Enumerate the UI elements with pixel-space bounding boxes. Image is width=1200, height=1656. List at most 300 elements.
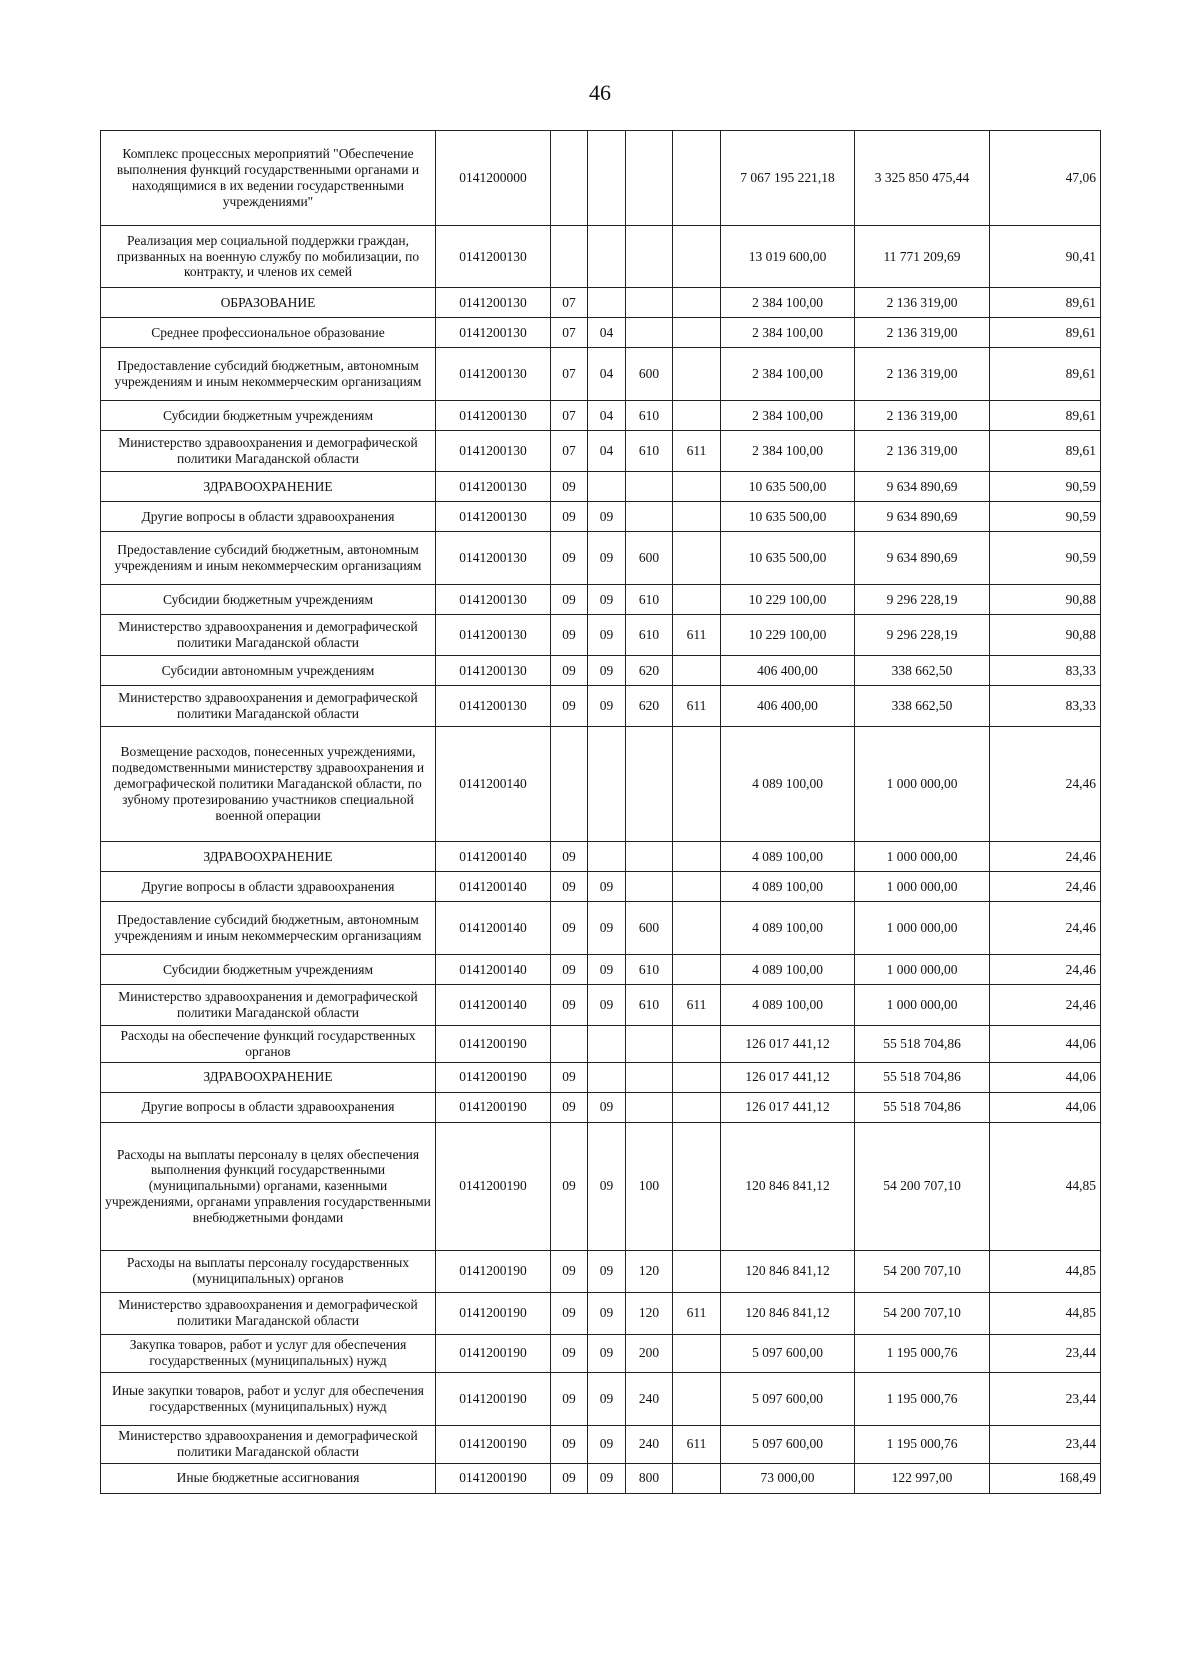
executed-amount: 1 000 000,00 bbox=[855, 727, 990, 842]
administrator-code bbox=[673, 131, 721, 226]
execution-percent: 44,06 bbox=[990, 1026, 1101, 1063]
row-name: Субсидии бюджетным учреждениям bbox=[101, 955, 436, 985]
administrator-code bbox=[673, 872, 721, 902]
executed-amount: 9 296 228,19 bbox=[855, 585, 990, 615]
planned-amount: 10 635 500,00 bbox=[721, 472, 855, 502]
section-code bbox=[551, 727, 588, 842]
subsection-code: 04 bbox=[588, 401, 626, 431]
planned-amount: 126 017 441,12 bbox=[721, 1092, 855, 1122]
administrator-code bbox=[673, 1250, 721, 1292]
executed-amount: 11 771 209,69 bbox=[855, 226, 990, 288]
section-code: 09 bbox=[551, 656, 588, 686]
administrator-code bbox=[673, 585, 721, 615]
planned-amount: 7 067 195 221,18 bbox=[721, 131, 855, 226]
execution-percent: 89,61 bbox=[990, 318, 1101, 348]
planned-amount: 10 635 500,00 bbox=[721, 532, 855, 585]
executed-amount: 338 662,50 bbox=[855, 656, 990, 686]
row-name: Предоставление субсидий бюджетным, автономным учреждениям и иным некоммерческим организациям bbox=[101, 902, 436, 955]
target-code: 0141200140 bbox=[436, 842, 551, 872]
section-code: 09 bbox=[551, 1463, 588, 1493]
subsection-code: 09 bbox=[588, 902, 626, 955]
execution-percent: 44,85 bbox=[990, 1122, 1101, 1250]
table-row bbox=[101, 872, 1101, 902]
executed-amount: 2 136 319,00 bbox=[855, 348, 990, 401]
section-code: 09 bbox=[551, 502, 588, 532]
row-name: Министерство здравоохранения и демографической политики Магаданской области bbox=[101, 431, 436, 472]
section-code: 09 bbox=[551, 1092, 588, 1122]
target-code: 0141200130 bbox=[436, 532, 551, 585]
execution-percent: 24,46 bbox=[990, 842, 1101, 872]
section-code: 07 bbox=[551, 288, 588, 318]
subsection-code: 09 bbox=[588, 1425, 626, 1463]
planned-amount: 4 089 100,00 bbox=[721, 727, 855, 842]
subsection-code bbox=[588, 288, 626, 318]
row-name: Субсидии автономным учреждениям bbox=[101, 656, 436, 686]
expense-type-code: 120 bbox=[626, 1292, 673, 1334]
target-code: 0141200130 bbox=[436, 615, 551, 656]
row-name: Предоставление субсидий бюджетным, автономным учреждениям и иным некоммерческим организациям bbox=[101, 348, 436, 401]
executed-amount: 3 325 850 475,44 bbox=[855, 131, 990, 226]
expense-type-code bbox=[626, 472, 673, 502]
section-code: 09 bbox=[551, 1372, 588, 1425]
row-name: Возмещение расходов, понесенных учреждениями, подведомственными министерству здравоохранения и демографической политики Магаданской области, по зубному протезированию участников специальной военной операции bbox=[101, 727, 436, 842]
expense-type-code: 620 bbox=[626, 686, 673, 727]
row-name: Министерство здравоохранения и демографической политики Магаданской области bbox=[101, 686, 436, 727]
planned-amount: 126 017 441,12 bbox=[721, 1026, 855, 1063]
planned-amount: 2 384 100,00 bbox=[721, 401, 855, 431]
section-code: 09 bbox=[551, 842, 588, 872]
planned-amount: 5 097 600,00 bbox=[721, 1425, 855, 1463]
subsection-code: 09 bbox=[588, 532, 626, 585]
row-name: Другие вопросы в области здравоохранения bbox=[101, 1092, 436, 1122]
execution-percent: 44,85 bbox=[990, 1292, 1101, 1334]
expense-type-code: 610 bbox=[626, 985, 673, 1026]
section-code: 09 bbox=[551, 615, 588, 656]
execution-percent: 23,44 bbox=[990, 1425, 1101, 1463]
section-code: 09 bbox=[551, 585, 588, 615]
executed-amount: 1 000 000,00 bbox=[855, 955, 990, 985]
table-row bbox=[101, 401, 1101, 431]
section-code: 09 bbox=[551, 1122, 588, 1250]
administrator-code: 611 bbox=[673, 1425, 721, 1463]
expense-type-code bbox=[626, 288, 673, 318]
administrator-code bbox=[673, 656, 721, 686]
row-name: Министерство здравоохранения и демографической политики Магаданской области bbox=[101, 1292, 436, 1334]
row-name: Расходы на выплаты персоналу государственных (муниципальных) органов bbox=[101, 1250, 436, 1292]
planned-amount: 406 400,00 bbox=[721, 656, 855, 686]
expense-type-code: 610 bbox=[626, 401, 673, 431]
administrator-code bbox=[673, 902, 721, 955]
administrator-code bbox=[673, 1062, 721, 1092]
table-row bbox=[101, 1425, 1101, 1463]
row-name: ОБРАЗОВАНИЕ bbox=[101, 288, 436, 318]
expense-type-code bbox=[626, 131, 673, 226]
expense-type-code: 600 bbox=[626, 902, 673, 955]
table-row bbox=[101, 985, 1101, 1026]
target-code: 0141200190 bbox=[436, 1292, 551, 1334]
administrator-code bbox=[673, 1463, 721, 1493]
execution-percent: 23,44 bbox=[990, 1334, 1101, 1372]
execution-percent: 89,61 bbox=[990, 288, 1101, 318]
administrator-code bbox=[673, 1122, 721, 1250]
expense-type-code: 240 bbox=[626, 1425, 673, 1463]
administrator-code bbox=[673, 727, 721, 842]
execution-percent: 44,06 bbox=[990, 1092, 1101, 1122]
executed-amount: 55 518 704,86 bbox=[855, 1026, 990, 1063]
executed-amount: 1 000 000,00 bbox=[855, 842, 990, 872]
executed-amount: 9 634 890,69 bbox=[855, 532, 990, 585]
execution-percent: 83,33 bbox=[990, 686, 1101, 727]
table-row bbox=[101, 955, 1101, 985]
administrator-code bbox=[673, 318, 721, 348]
table-row bbox=[101, 131, 1101, 226]
subsection-code bbox=[588, 1062, 626, 1092]
table-row bbox=[101, 1292, 1101, 1334]
table-row bbox=[101, 502, 1101, 532]
administrator-code bbox=[673, 955, 721, 985]
subsection-code: 04 bbox=[588, 348, 626, 401]
administrator-code bbox=[673, 472, 721, 502]
execution-percent: 83,33 bbox=[990, 656, 1101, 686]
executed-amount: 1 195 000,76 bbox=[855, 1372, 990, 1425]
row-name: Министерство здравоохранения и демографической политики Магаданской области bbox=[101, 1425, 436, 1463]
expense-type-code: 610 bbox=[626, 431, 673, 472]
executed-amount: 2 136 319,00 bbox=[855, 431, 990, 472]
section-code bbox=[551, 226, 588, 288]
administrator-code bbox=[673, 1334, 721, 1372]
subsection-code: 09 bbox=[588, 656, 626, 686]
section-code: 09 bbox=[551, 532, 588, 585]
subsection-code bbox=[588, 727, 626, 842]
table-row bbox=[101, 1250, 1101, 1292]
executed-amount: 1 000 000,00 bbox=[855, 985, 990, 1026]
executed-amount: 122 997,00 bbox=[855, 1463, 990, 1493]
administrator-code bbox=[673, 502, 721, 532]
section-code: 09 bbox=[551, 985, 588, 1026]
row-name: Реализация мер социальной поддержки граждан, призванных на военную службу по мобилизации, по контракту, и членов их семей bbox=[101, 226, 436, 288]
planned-amount: 73 000,00 bbox=[721, 1463, 855, 1493]
execution-percent: 90,88 bbox=[990, 585, 1101, 615]
row-name: Министерство здравоохранения и демографической политики Магаданской области bbox=[101, 615, 436, 656]
row-name: Другие вопросы в области здравоохранения bbox=[101, 872, 436, 902]
subsection-code: 09 bbox=[588, 502, 626, 532]
executed-amount: 2 136 319,00 bbox=[855, 401, 990, 431]
table-body bbox=[101, 131, 1101, 1494]
row-name: ЗДРАВООХРАНЕНИЕ bbox=[101, 842, 436, 872]
table-row bbox=[101, 431, 1101, 472]
target-code: 0141200130 bbox=[436, 318, 551, 348]
execution-percent: 168,49 bbox=[990, 1463, 1101, 1493]
subsection-code: 09 bbox=[588, 686, 626, 727]
administrator-code bbox=[673, 401, 721, 431]
executed-amount: 2 136 319,00 bbox=[855, 318, 990, 348]
table-row bbox=[101, 226, 1101, 288]
administrator-code bbox=[673, 532, 721, 585]
expense-type-code bbox=[626, 318, 673, 348]
expense-type-code: 600 bbox=[626, 348, 673, 401]
target-code: 0141200130 bbox=[436, 226, 551, 288]
target-code: 0141200190 bbox=[436, 1425, 551, 1463]
section-code: 09 bbox=[551, 902, 588, 955]
subsection-code: 09 bbox=[588, 872, 626, 902]
subsection-code bbox=[588, 131, 626, 226]
execution-percent: 89,61 bbox=[990, 348, 1101, 401]
table-row bbox=[101, 1092, 1101, 1122]
expense-type-code: 610 bbox=[626, 955, 673, 985]
expense-type-code bbox=[626, 502, 673, 532]
section-code bbox=[551, 1026, 588, 1063]
section-code bbox=[551, 131, 588, 226]
executed-amount: 54 200 707,10 bbox=[855, 1122, 990, 1250]
table-row bbox=[101, 686, 1101, 727]
administrator-code: 611 bbox=[673, 985, 721, 1026]
expense-type-code bbox=[626, 1092, 673, 1122]
table-row bbox=[101, 727, 1101, 842]
expense-type-code: 800 bbox=[626, 1463, 673, 1493]
expense-type-code bbox=[626, 842, 673, 872]
planned-amount: 4 089 100,00 bbox=[721, 902, 855, 955]
target-code: 0141200190 bbox=[436, 1062, 551, 1092]
expense-type-code: 610 bbox=[626, 585, 673, 615]
target-code: 0141200190 bbox=[436, 1092, 551, 1122]
executed-amount: 1 000 000,00 bbox=[855, 872, 990, 902]
subsection-code: 09 bbox=[588, 985, 626, 1026]
table-row bbox=[101, 1122, 1101, 1250]
execution-percent: 90,59 bbox=[990, 472, 1101, 502]
subsection-code: 09 bbox=[588, 1092, 626, 1122]
administrator-code: 611 bbox=[673, 431, 721, 472]
planned-amount: 5 097 600,00 bbox=[721, 1372, 855, 1425]
administrator-code bbox=[673, 226, 721, 288]
administrator-code bbox=[673, 288, 721, 318]
planned-amount: 10 635 500,00 bbox=[721, 502, 855, 532]
row-name: Иные закупки товаров, работ и услуг для обеспечения государственных (муниципальных) нужд bbox=[101, 1372, 436, 1425]
target-code: 0141200190 bbox=[436, 1334, 551, 1372]
planned-amount: 13 019 600,00 bbox=[721, 226, 855, 288]
target-code: 0141200190 bbox=[436, 1122, 551, 1250]
section-code: 09 bbox=[551, 955, 588, 985]
execution-percent: 90,41 bbox=[990, 226, 1101, 288]
executed-amount: 1 000 000,00 bbox=[855, 902, 990, 955]
expense-type-code: 100 bbox=[626, 1122, 673, 1250]
executed-amount: 1 195 000,76 bbox=[855, 1334, 990, 1372]
executed-amount: 1 195 000,76 bbox=[855, 1425, 990, 1463]
subsection-code: 04 bbox=[588, 318, 626, 348]
table-row bbox=[101, 1372, 1101, 1425]
planned-amount: 406 400,00 bbox=[721, 686, 855, 727]
target-code: 0141200190 bbox=[436, 1463, 551, 1493]
target-code: 0141200130 bbox=[436, 348, 551, 401]
executed-amount: 9 634 890,69 bbox=[855, 472, 990, 502]
table-row bbox=[101, 1334, 1101, 1372]
target-code: 0141200190 bbox=[436, 1250, 551, 1292]
execution-percent: 44,85 bbox=[990, 1250, 1101, 1292]
administrator-code bbox=[673, 1092, 721, 1122]
expense-type-code: 200 bbox=[626, 1334, 673, 1372]
row-name: Иные бюджетные ассигнования bbox=[101, 1463, 436, 1493]
execution-percent: 47,06 bbox=[990, 131, 1101, 226]
planned-amount: 120 846 841,12 bbox=[721, 1292, 855, 1334]
target-code: 0141200140 bbox=[436, 955, 551, 985]
target-code: 0141200130 bbox=[436, 686, 551, 727]
planned-amount: 120 846 841,12 bbox=[721, 1250, 855, 1292]
expense-type-code: 600 bbox=[626, 532, 673, 585]
row-name: Среднее профессиональное образование bbox=[101, 318, 436, 348]
planned-amount: 5 097 600,00 bbox=[721, 1334, 855, 1372]
administrator-code: 611 bbox=[673, 686, 721, 727]
target-code: 0141200130 bbox=[436, 502, 551, 532]
section-code: 09 bbox=[551, 1334, 588, 1372]
section-code: 09 bbox=[551, 686, 588, 727]
expense-type-code bbox=[626, 872, 673, 902]
administrator-code bbox=[673, 842, 721, 872]
subsection-code: 09 bbox=[588, 615, 626, 656]
execution-percent: 89,61 bbox=[990, 401, 1101, 431]
table-row bbox=[101, 1062, 1101, 1092]
expense-type-code bbox=[626, 1062, 673, 1092]
row-name: Комплекс процессных мероприятий "Обеспечение выполнения функций государственными органами и находящимися в их ведении государственными учреждениями" bbox=[101, 131, 436, 226]
expense-type-code bbox=[626, 1026, 673, 1063]
execution-percent: 89,61 bbox=[990, 431, 1101, 472]
planned-amount: 2 384 100,00 bbox=[721, 288, 855, 318]
execution-percent: 90,88 bbox=[990, 615, 1101, 656]
section-code: 07 bbox=[551, 431, 588, 472]
target-code: 0141200190 bbox=[436, 1372, 551, 1425]
row-name: Закупка товаров, работ и услуг для обеспечения государственных (муниципальных) нужд bbox=[101, 1334, 436, 1372]
table-row bbox=[101, 532, 1101, 585]
row-name: Министерство здравоохранения и демографической политики Магаданской области bbox=[101, 985, 436, 1026]
executed-amount: 9 634 890,69 bbox=[855, 502, 990, 532]
table-row bbox=[101, 615, 1101, 656]
execution-percent: 44,06 bbox=[990, 1062, 1101, 1092]
planned-amount: 4 089 100,00 bbox=[721, 985, 855, 1026]
target-code: 0141200130 bbox=[436, 656, 551, 686]
execution-percent: 24,46 bbox=[990, 872, 1101, 902]
planned-amount: 120 846 841,12 bbox=[721, 1122, 855, 1250]
execution-percent: 24,46 bbox=[990, 955, 1101, 985]
row-name: Субсидии бюджетным учреждениям bbox=[101, 585, 436, 615]
execution-percent: 90,59 bbox=[990, 502, 1101, 532]
administrator-code bbox=[673, 1372, 721, 1425]
table-row bbox=[101, 902, 1101, 955]
executed-amount: 338 662,50 bbox=[855, 686, 990, 727]
section-code: 09 bbox=[551, 1425, 588, 1463]
planned-amount: 10 229 100,00 bbox=[721, 615, 855, 656]
section-code: 09 bbox=[551, 472, 588, 502]
subsection-code bbox=[588, 842, 626, 872]
page-number: 46 bbox=[589, 80, 611, 105]
subsection-code: 09 bbox=[588, 1463, 626, 1493]
section-code: 07 bbox=[551, 401, 588, 431]
target-code: 0141200130 bbox=[436, 585, 551, 615]
executed-amount: 2 136 319,00 bbox=[855, 288, 990, 318]
planned-amount: 2 384 100,00 bbox=[721, 431, 855, 472]
expense-type-code bbox=[626, 226, 673, 288]
administrator-code: 611 bbox=[673, 615, 721, 656]
target-code: 0141200140 bbox=[436, 727, 551, 842]
subsection-code bbox=[588, 472, 626, 502]
table-row bbox=[101, 1463, 1101, 1493]
subsection-code bbox=[588, 226, 626, 288]
planned-amount: 2 384 100,00 bbox=[721, 348, 855, 401]
execution-percent: 24,46 bbox=[990, 902, 1101, 955]
table-row bbox=[101, 585, 1101, 615]
target-code: 0141200130 bbox=[436, 472, 551, 502]
row-name: ЗДРАВООХРАНЕНИЕ bbox=[101, 1062, 436, 1092]
table-row bbox=[101, 348, 1101, 401]
table-row bbox=[101, 472, 1101, 502]
expense-type-code: 620 bbox=[626, 656, 673, 686]
expense-type-code: 120 bbox=[626, 1250, 673, 1292]
section-code: 07 bbox=[551, 348, 588, 401]
target-code: 0141200000 bbox=[436, 131, 551, 226]
executed-amount: 9 296 228,19 bbox=[855, 615, 990, 656]
subsection-code: 09 bbox=[588, 1122, 626, 1250]
subsection-code: 09 bbox=[588, 955, 626, 985]
administrator-code bbox=[673, 1026, 721, 1063]
planned-amount: 4 089 100,00 bbox=[721, 842, 855, 872]
target-code: 0141200140 bbox=[436, 872, 551, 902]
row-name: Расходы на выплаты персоналу в целях обеспечения выполнения функций государственными (муниципальными) органами, казенными учреждениями, органами управления государственными внебюджетными фондами bbox=[101, 1122, 436, 1250]
row-name: Субсидии бюджетным учреждениям bbox=[101, 401, 436, 431]
table-row bbox=[101, 288, 1101, 318]
execution-percent: 24,46 bbox=[990, 985, 1101, 1026]
administrator-code: 611 bbox=[673, 1292, 721, 1334]
row-name: Предоставление субсидий бюджетным, автономным учреждениям и иным некоммерческим организациям bbox=[101, 532, 436, 585]
target-code: 0141200130 bbox=[436, 431, 551, 472]
planned-amount: 2 384 100,00 bbox=[721, 318, 855, 348]
planned-amount: 10 229 100,00 bbox=[721, 585, 855, 615]
target-code: 0141200130 bbox=[436, 288, 551, 318]
target-code: 0141200140 bbox=[436, 985, 551, 1026]
target-code: 0141200140 bbox=[436, 902, 551, 955]
subsection-code: 09 bbox=[588, 1372, 626, 1425]
planned-amount: 126 017 441,12 bbox=[721, 1062, 855, 1092]
section-code: 09 bbox=[551, 1062, 588, 1092]
subsection-code: 09 bbox=[588, 1250, 626, 1292]
executed-amount: 55 518 704,86 bbox=[855, 1062, 990, 1092]
subsection-code: 09 bbox=[588, 1334, 626, 1372]
executed-amount: 54 200 707,10 bbox=[855, 1250, 990, 1292]
target-code: 0141200190 bbox=[436, 1026, 551, 1063]
planned-amount: 4 089 100,00 bbox=[721, 955, 855, 985]
budget-execution-table bbox=[100, 130, 1101, 1494]
expense-type-code bbox=[626, 727, 673, 842]
subsection-code bbox=[588, 1026, 626, 1063]
subsection-code: 04 bbox=[588, 431, 626, 472]
row-name: Расходы на обеспечение функций государственных органов bbox=[101, 1026, 436, 1063]
expense-type-code: 240 bbox=[626, 1372, 673, 1425]
section-code: 09 bbox=[551, 1292, 588, 1334]
section-code: 07 bbox=[551, 318, 588, 348]
planned-amount: 4 089 100,00 bbox=[721, 872, 855, 902]
execution-percent: 23,44 bbox=[990, 1372, 1101, 1425]
expense-type-code: 610 bbox=[626, 615, 673, 656]
executed-amount: 55 518 704,86 bbox=[855, 1092, 990, 1122]
subsection-code: 09 bbox=[588, 585, 626, 615]
section-code: 09 bbox=[551, 872, 588, 902]
section-code: 09 bbox=[551, 1250, 588, 1292]
row-name: Другие вопросы в области здравоохранения bbox=[101, 502, 436, 532]
executed-amount: 54 200 707,10 bbox=[855, 1292, 990, 1334]
table-row bbox=[101, 318, 1101, 348]
subsection-code: 09 bbox=[588, 1292, 626, 1334]
row-name: ЗДРАВООХРАНЕНИЕ bbox=[101, 472, 436, 502]
table-row bbox=[101, 1026, 1101, 1063]
administrator-code bbox=[673, 348, 721, 401]
target-code: 0141200130 bbox=[436, 401, 551, 431]
table-row bbox=[101, 656, 1101, 686]
